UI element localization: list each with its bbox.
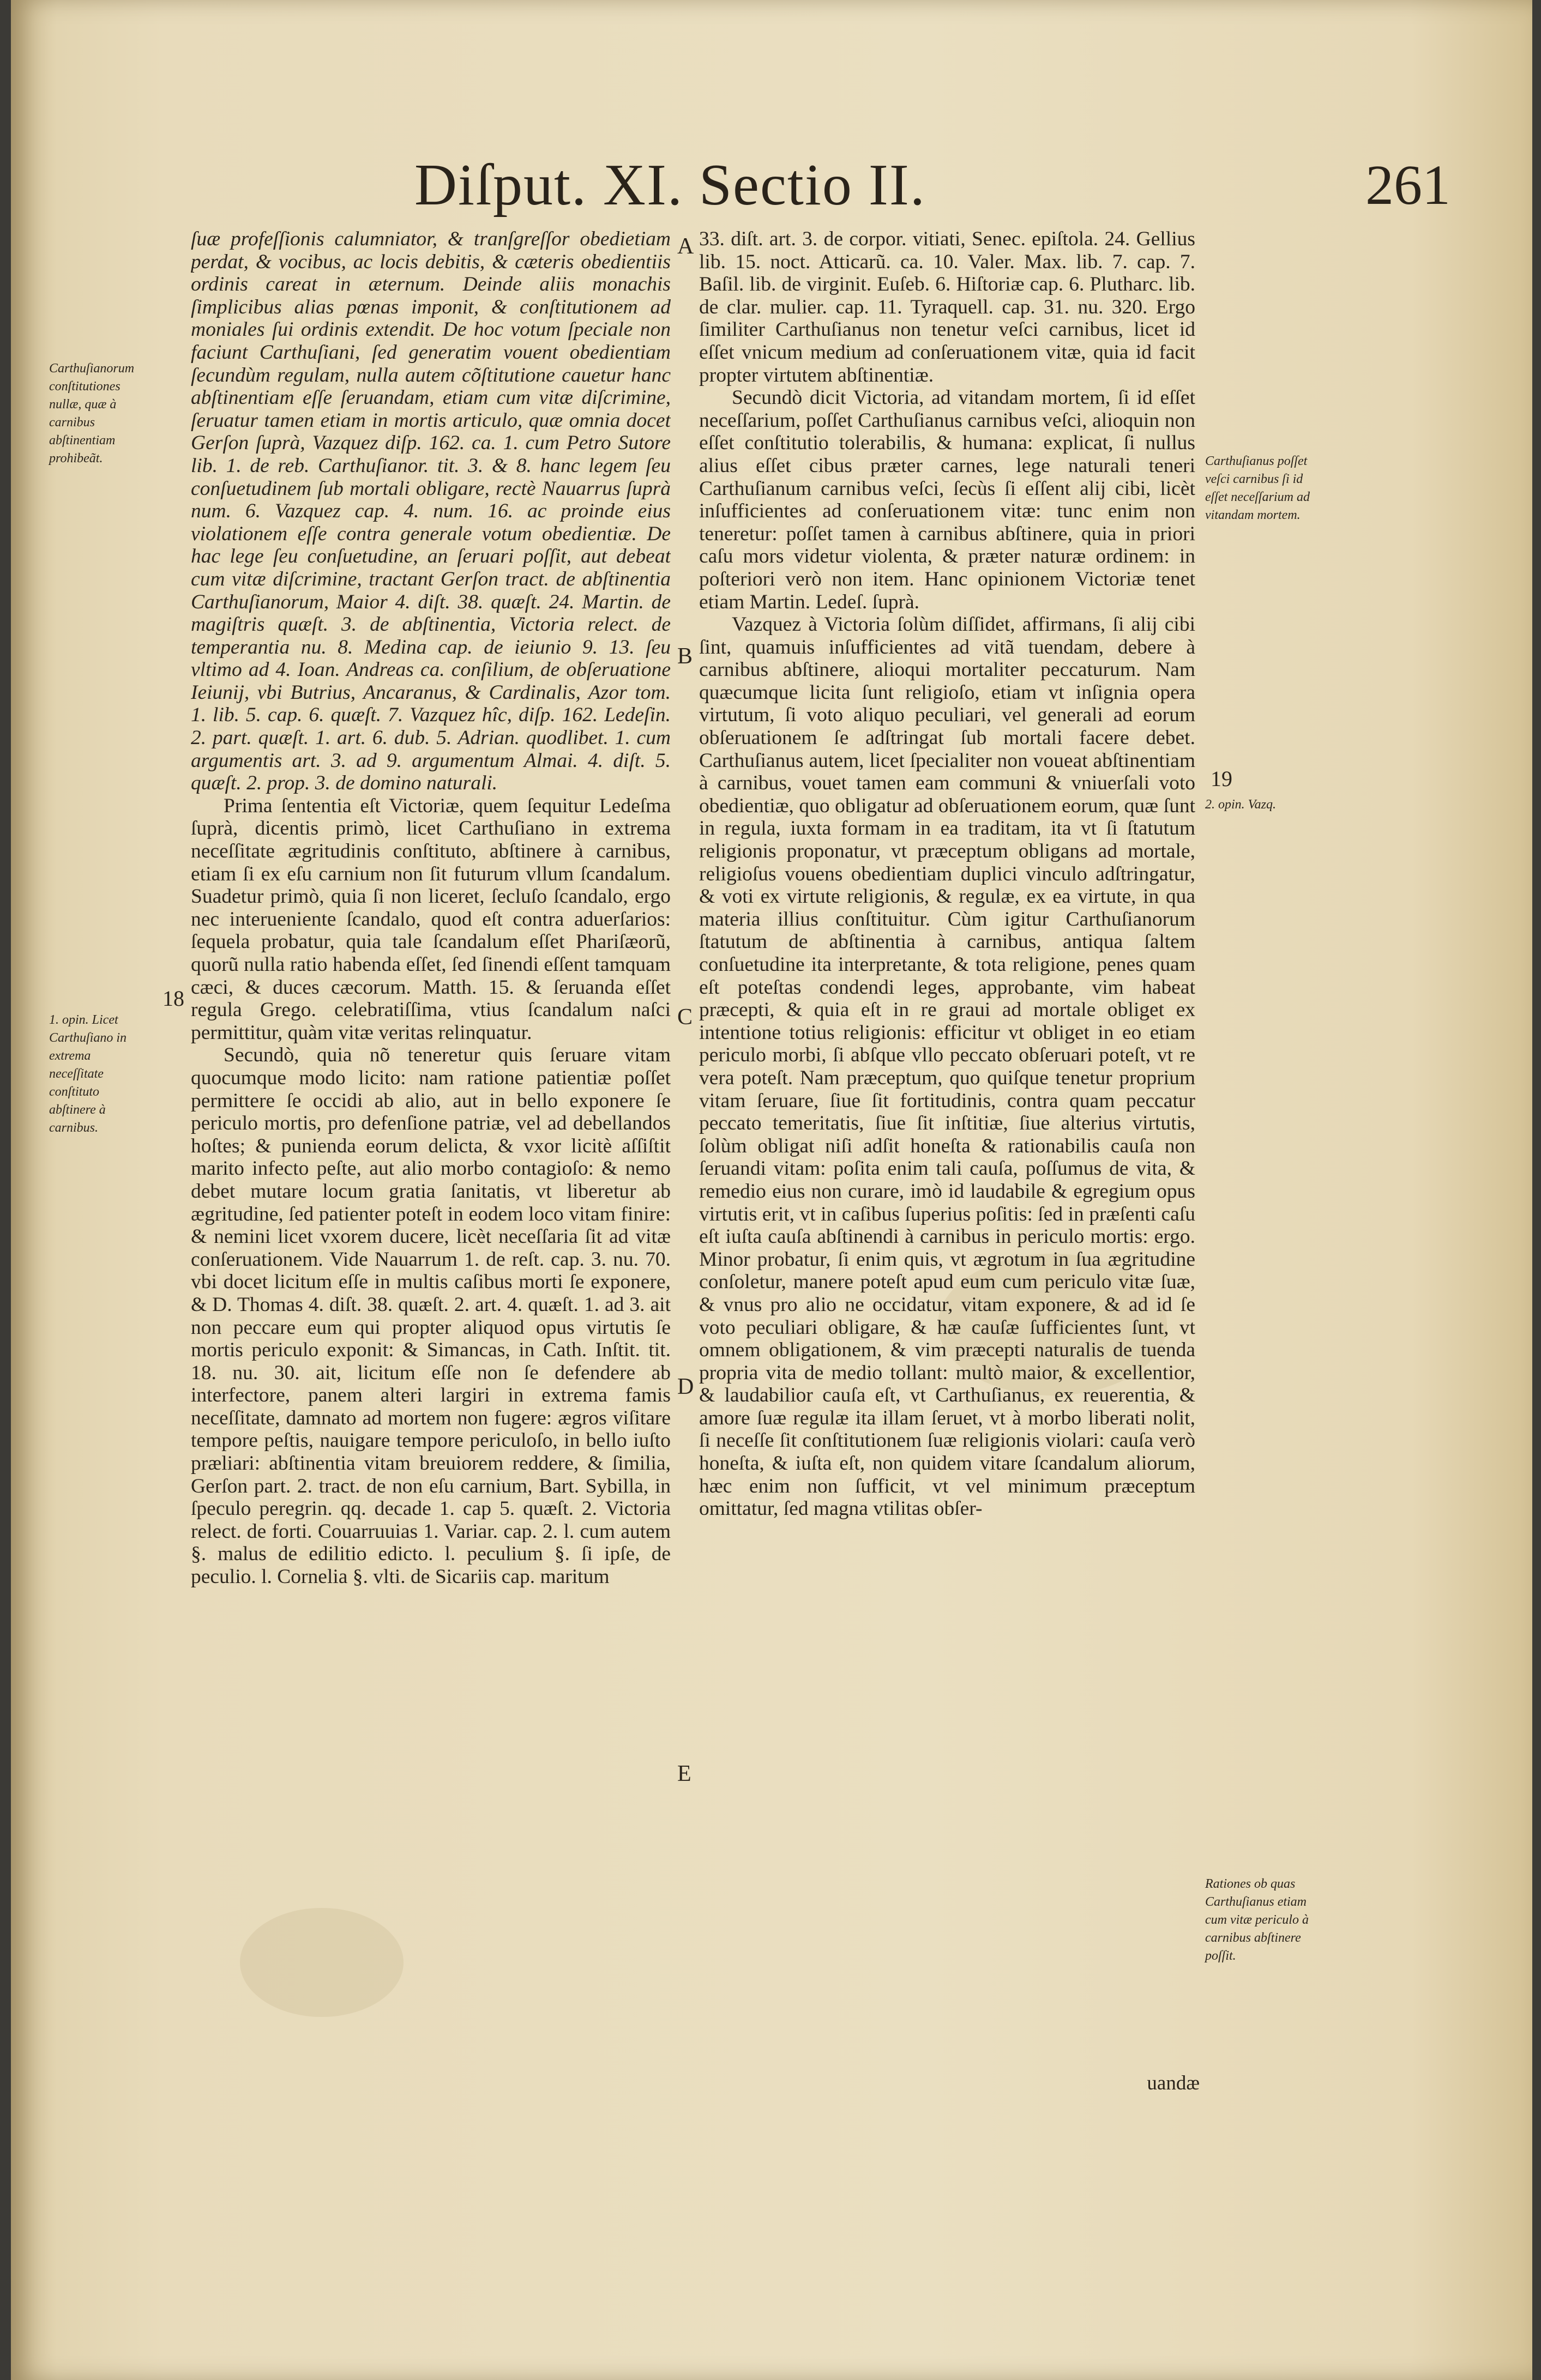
- section-number-18: 18: [162, 986, 184, 1011]
- paragraph: 33. diſt. art. 3. de corpor. vitiati, Senec. epiſtola. 24. Gellius lib. 15. noct. Atticarũ. ca. 10. Valer. Max. lib. 7. cap. 7. Baſil. lib. de virginit. Euſeb. 6. Hiſtoriæ cap. 6. Plutharc. lib. de clar. mulier. cap. 11. Tyraquell. cap. 31. nu. 320. Ergo ſimiliter Carthuſianus non tenetur veſci carnibus, licet id eſſet vnicum medium ad conſeruationem vitæ, quia id facit propter virtutem abſtinentiæ.: [699, 228, 1195, 386]
- paragraph: ſuæ profeſſionis calumniator, & tranſgreſſor obedietiam perdat, & vocibus, ac locis debitis, & cæteris obedientiis ordinis careat in æternum. Deinde aliis monachis ſimplicibus alias pœnas imponit, & conſtitutionem ad moniales ſui ordinis extendit. De hoc votum ſpeciale non faciunt Carthuſiani, ſed generatim vouent obedientiam ſecundùm regulam, nulla autem cõſtitutione cauetur hanc abſtinentiam eſſe ſeruandam, etiam cum vitæ diſcrimine, ſeruatur tamen etiam in mortis articulo, quæ omnia docet Gerſon ſuprà, Vazquez diſp. 162. ca. 1. cum Petro Sutore lib. 1. de reb. Carthuſianor. tit. 3. & 8. hanc legem ſeu conſuetudinem ſub mortali obligare, rectè Nauarrus ſuprà num. 6. Vazquez cap. 4. num. 16. ac proinde eius violationem eſſe contra generale votum obedientiæ. De hac lege ſeu conſuetudine, an ſeruari poſſit, aut debeat cum vitæ diſcrimine, tractant Gerſon tract. de abſtinentia Carthuſianorum, Maior 4. diſt. 38. quæſt. 24. Martin. de magiſtris quæſt. 3. de abſtinentia, Victoria relect. de temperantia nu. 8. Medina cap. de ieiunio 9. 13. ſeu vltimo ad 4. Ioan. Andreas ca. conſilium, de obſeruatione Ieiunij, vbi Butrius, Ancaranus, & Cardinalis, Azor tom. 1. lib. 5. cap. 6. quæſt. 7. Vazquez hîc, diſp. 162. Ledeſin. 2. part. quæſt. 1. art. 6. dub. 5. Adrian. quodlibet. 1. cum argumentis art. 3. ad 9. argumentum Almai. 4. diſt. 5. quæſt. 2. prop. 3. de domino naturali.: [191, 228, 671, 795]
- margin-note-right-1: Carthuſianus poſſet veſci carnibus ſi id eſſet neceſſarium ad vitandam mortem.: [1205, 454, 1310, 522]
- right-column: [699, 228, 1195, 2092]
- paragraph: Secundò dicit Victoria, ad vitandam mortem, ſi id eſſet neceſſarium, poſſet Carthuſianus carnibus veſci, alioquin non eſſet conſtitutio tolerabilis, & humana: explicat, ſi nullus alius eſſet cibus præter carnes, lege naturali teneri Carthuſianum carnibus veſci, ſecùs ſi eſſent alij cibi, licèt inſufficientes ad conſeruationem vitæ: tunc enim non teneretur: poſſet tamen à carnibus abſtinere, quia in priori caſu mors videtur violenta, & præter naturæ ordinem: in poſteriori verò non item. Hanc opinionem Victoriæ tenet etiam Martin. Ledeſ. ſuprà.: [699, 386, 1195, 613]
- margin-note-left-2: 1. opin. Licet Carthuſiano in extrema neceſſitate conſtituto abſtinere à carnibus.: [49, 1013, 127, 1135]
- left-column: [191, 228, 671, 2092]
- margin-note-right-2: 2. opin. Vazq.: [1205, 798, 1277, 812]
- page-number: 261: [1365, 154, 1450, 216]
- running-header: Diſput. XI. Sectio II.: [414, 153, 926, 218]
- paragraph: Secundò, quia nõ teneretur quis ſeruare vitam quocumque modo licito: nam ratione patientiæ poſſet permittere ſe occidi ab alio, aut in bello exponere ſe periculo mortis, pro defenſione patriæ, vel ad debellandos hoſtes; & punienda eorum delicta, & vxor licitè aſſiſtit marito infecto peſte, aut alio morbo contagioſo: & nemo debet mutare locum gratia ſanitatis, vt liberetur ab ægritudine, ſed patienter poteſt in eodem loco vitam finire: & nemini licet vxorem ducere, licèt neceſſaria ſit ad vitæ conſeruationem. Vide Nauarrum 1. de reſt. cap. 3. nu. 70. vbi docet licitum eſſe in multis caſibus morti ſe exponere, & D. Thomas 4. diſt. 38. quæſt. 2. art. 4. quæſt. 1. ad 3. ait non peccare eum qui propter aliquod opus virtutis ſe mortis periculo exponit: & Simancas, in Cath. Inſtit. tit. 18. nu. 30. ait, licitum eſſe non ſe defendere ab interfectore, panem alteri largiri in extrema famis neceſſitate, damnato ad mortem non fugere: ægros viſitare tempore peſtis, nauigare tempore periculoſo, in bello iuſto præliari: abſtinentia vitam breuiorem reddere, & ſimilia, Gerſon part. 2. tract. de non eſu carnium, Bart. Sybilla, in ſpeculo peregrin. qq. decade 1. cap 5. quæſt. 2. Victoria relect. de forti. Couarruuias 1. Variar. cap. 2. l. cum autem §. malus de edilitio edicto. l. peculium §. ſi ipſe, de peculio. l. Cornelia §. vlti. de Sicariis cap. maritum: [191, 1044, 671, 1588]
- paragraph: Prima ſententia eſt Victoriæ, quem ſequitur Ledeſma ſuprà, dicentis primò, licet Carthuſiano in extrema neceſſitate ægritudinis conſtituto, abſtinere à carnibus, etiam ſi ex eſu carnium non ſit futurum vllum ſcandalum. Suadetur primò, quia ſi non liceret, ſecluſo ſcandalo, ergo nec interueniente ſcandalo, quod eſt contra aduerſarios: ſequela probatur, quia tale ſcandalum eſſet Phariſæorũ, quorũ nulla ratio habenda eſſet, ſed ſinendi eſſent tamquam cæci, & duces cæcorum. Matth. 15. & ſeruanda eſſet regula Grego. celebratiſſima, vtius ſcandalum naſci permittitur, quàm vitæ veritas relinquatur.: [191, 794, 671, 1044]
- paragraph: Vazquez à Victoria ſolùm diſſidet, affirmans, ſi alij cibi ſint, quamuis inſufficientes ad vitã tuendam, debere à carnibus abſtinere, alioqui mortaliter peccaturum. Nam quæcumque licita ſunt religioſo, etiam vt inſignia opera virtutum, ſi voto aliquo peculiari, vel generali ad eorum obſeruationem ſe adſtringat ſub mortali facere debet. Carthuſianus autem, licet ſpecialiter non voueat abſtinentiam à carnibus, vouet tamen eam communi & vniuerſali voto obedientiæ, quo obligatur ad obſeruationem eorum, quæ ſunt in regula, iuxta formam in ea traditam, ita vt ſi ſtatutum religionis proponatur, vt præceptum obligans ad mortale, religioſus vouens obedientiam duplici vinculo adſtringatur, & voti ex virtute religionis, & regulæ, ex ea virtute, in qua materia illius conſtituitur. Cùm igitur Carthuſianorum ſtatutum de abſtinentia à carnibus, antiqua ſaltem conſuetudine ita interpretante, & tota religione, penes quam eſt poteſtas condendi leges, approbante, vim habeat præcepti, & quia eſt in re graui ad mortale obliget ex intentione totius religionis: efficitur vt obliget in eo etiam periculo morbi, ſi abſque vllo peccato obſeruari poteſt, vt re vera poteſt. Nam præceptum, quo quiſque tenetur proprium vitam ſeruare, ſiue ſit fortitudinis, contra quam peccatur peccato temeritatis, ſiue ſit inſtitiæ, ſiue alterius virtutis, ſolùm obligat niſi adſit honeſta & rationabilis cauſa non ſeruandi vitam: poſita enim tali cauſa, poſſumus de vita, & remedio eius non curare, imò id laudabile & egregium opus virtutis erit, vt in caſibus ſuperius poſitis: ſed in præſenti caſu eſt iuſta cauſa abſtinendi à carnibus in periculo mortis: ergo. Minor probatur, ſi enim quis, vt ægrotum in ſua ægritudine conſoletur, manere poteſt apud eum cum periculo vitæ ſuæ, & vnus pro alio ne occidatur, vitam exponere, & ad id ſe voto peculiari obligare, & hæ cauſæ ſufficientes ſunt, vt omnem obligationem, & vim præcepti naturalis de tuenda propria vita de medio tollant: multò maior, & excellentior, & laudabilior cauſa eſt, vt Carthuſianus, ex reuerentia, & amore ſuæ regulæ ita illam ſeruet, vt à morbo liberati nolit, ſi neceſſe ſit conſtitutionem ſuæ religionis violari: cauſa verò honeſta, & iuſta eſt, non quidem vitare ſcandalum aliorum, hæc enim non ſufficit, vt vel minimum præceptum omittatur, ſed magna vtilitas obſer-: [699, 613, 1195, 1520]
- margin-letter-c: C: [677, 1005, 693, 1030]
- margin-letter-b: B: [677, 644, 693, 669]
- margin-letter-d: D: [677, 1374, 694, 1399]
- book-page: [11, 0, 1532, 2380]
- section-number-19: 19: [1211, 766, 1232, 791]
- catchword: uandæ: [1147, 2072, 1200, 2094]
- margin-letter-e: E: [677, 1761, 691, 1786]
- margin-note-left-1: Carthuſianorum conſtitutiones nullæ, quæ à carnibus abſtinentiam prohibeãt.: [49, 361, 135, 466]
- margin-note-right-3: Rationes ob quas Carthuſianus etiam cum vitæ periculo à carnibus abſtinere poſſit.: [1205, 1877, 1309, 1963]
- margin-letter-a: A: [677, 234, 694, 259]
